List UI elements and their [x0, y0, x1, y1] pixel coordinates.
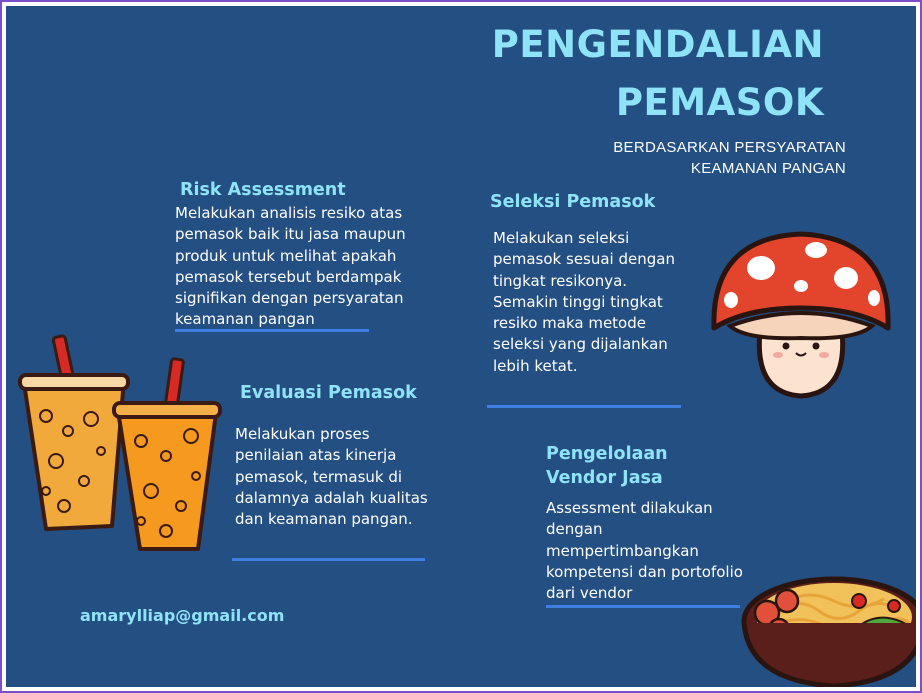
page-title	[364, 16, 824, 132]
drinks-illustration	[16, 331, 216, 551]
contact-email[interactable]: amarylliap@gmail.com	[80, 606, 285, 625]
subtitle-line-2: KEAMANAN PANGAN	[690, 160, 846, 177]
mushroom-illustration	[706, 228, 896, 403]
evaluasi-pemasok-text: Melakukan proses penilaian atas kinerja pemasok, termasuk di dalamnya adalah kualitas dan keamanan pangan.	[235, 425, 428, 529]
risk-assessment-text: Melakukan analisis resiko atas pemasok baik itu jasa maupun produk untuk melihat apakah pemasok tersebut berdampak signifikan dengan persyaratan keamanan pangan	[175, 204, 406, 329]
food-bowl-illustration	[739, 571, 916, 687]
pengelolaan-vendor-text: Assessment dilakukan dengan mempertimbangkan kompetensi dan portofolio dari vendor	[546, 499, 743, 603]
subtitle	[486, 137, 846, 179]
evaluasi-pemasok-heading: Evaluasi Pemasok	[240, 383, 417, 403]
pengelolaan-vendor-heading	[546, 442, 668, 490]
title-line-1: PENGENDALIAN	[491, 23, 824, 66]
pengelolaan-vendor-heading-line-1: Pengelolaan	[546, 444, 668, 464]
evaluasi-pemasok-underline	[232, 558, 425, 561]
seleksi-pemasok-underline	[487, 405, 681, 408]
pengelolaan-vendor-underline	[546, 605, 740, 608]
risk-assessment-heading: Risk Assessment	[180, 180, 346, 200]
seleksi-pemasok-text: Melakukan seleksi pemasok sesuai dengan tingkat resikonya. Semakin tinggi tingkat resiko maka metode seleksi yang dijalankan lebih ketat.	[493, 229, 675, 375]
subtitle-line-1: BERDASARKAN PERSYARATAN	[613, 139, 846, 156]
seleksi-pemasok-heading: Seleksi Pemasok	[490, 192, 656, 212]
flyer-panel	[6, 6, 916, 687]
title-line-2: PEMASOK	[615, 81, 824, 124]
pengelolaan-vendor-heading-line-2: Vendor Jasa	[546, 468, 663, 488]
